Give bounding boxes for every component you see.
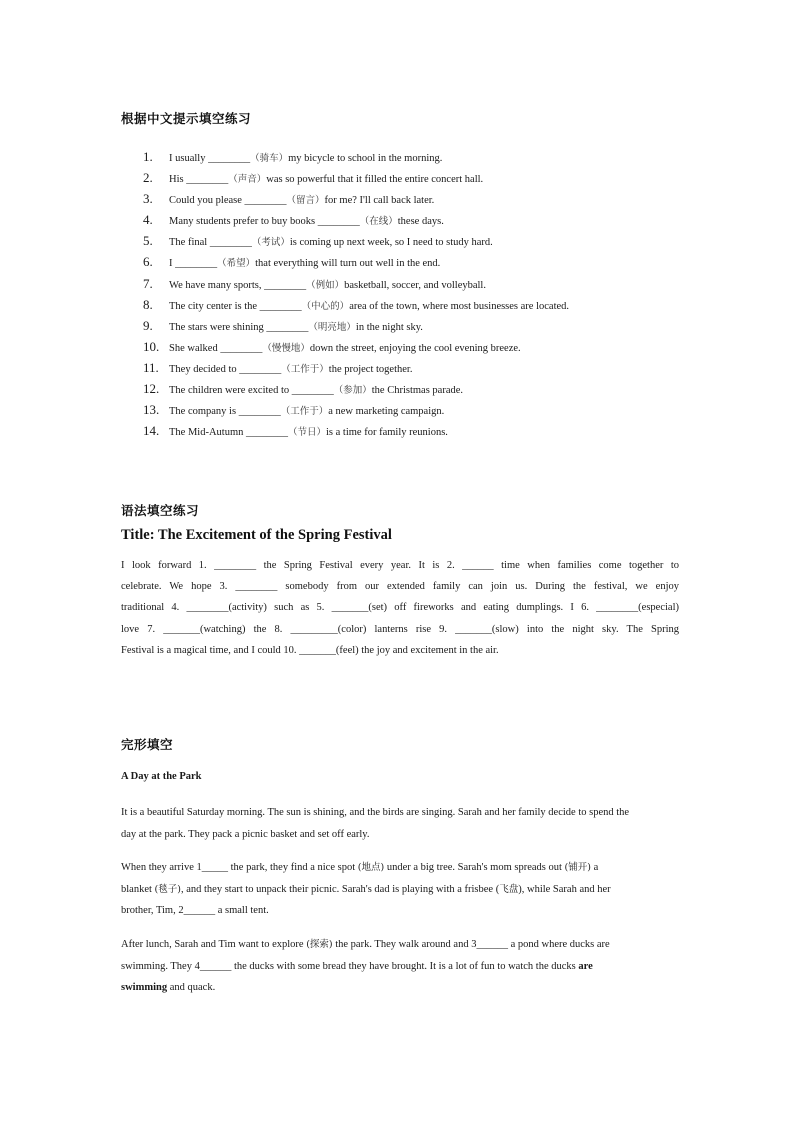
item-text: His ________ bbox=[169, 174, 229, 186]
section-heading-cloze: 完形填空 bbox=[121, 737, 174, 752]
exercise-item bbox=[143, 294, 703, 315]
item-text: The Mid-Autumn ________ bbox=[169, 427, 288, 439]
story-paragraph-2 bbox=[121, 857, 681, 922]
exercise-item bbox=[143, 357, 703, 378]
item-text: basketball, soccer, and volleyball. bbox=[344, 279, 486, 291]
item-text: They decided to ________ bbox=[169, 363, 282, 375]
item-text: The final ________ bbox=[169, 237, 252, 249]
item-text: the Christmas parade. bbox=[371, 385, 464, 397]
item-text: Many students prefer to buy books ________ bbox=[169, 216, 360, 228]
item-hint: （参加） bbox=[333, 385, 372, 397]
item-text: is coming up next week, so I need to study hard. bbox=[289, 237, 493, 249]
item-number: 1. bbox=[143, 149, 153, 164]
item-text: was so powerful that it filled the entire concert hall. bbox=[266, 174, 484, 186]
paragraph-line: When they arrive 1_____ the park, they find a nice spot (地点) under a big tree. Sarah's mom spreads out (铺开) a bbox=[121, 862, 599, 873]
exercise-item bbox=[143, 188, 703, 209]
item-number: 8. bbox=[143, 296, 153, 312]
paragraph-line: brother, Tim, 2______ a small tent. bbox=[121, 905, 269, 916]
exercise-item bbox=[143, 230, 703, 251]
item-hint: （工作于） bbox=[281, 363, 329, 375]
grammar-passage bbox=[121, 555, 679, 661]
item-hint: （希望） bbox=[217, 258, 256, 270]
item-text: that everything will turn out well in the end. bbox=[255, 258, 441, 270]
story-paragraph-1 bbox=[121, 802, 681, 845]
paragraph-line: swimming and quack. bbox=[121, 982, 216, 993]
exercise-item bbox=[143, 315, 703, 336]
item-hint: （明亮地） bbox=[308, 321, 356, 333]
item-number: 3. bbox=[143, 191, 153, 207]
item-text: my bicycle to school in the morning. bbox=[288, 153, 443, 164]
item-hint: （骑车） bbox=[250, 153, 289, 164]
exercise-list bbox=[143, 146, 703, 441]
section-heading-fill-by-chinese-hints: 根据中文提示填空练习 bbox=[121, 111, 252, 126]
item-text: the project together. bbox=[328, 363, 413, 375]
paragraph-line: day at the park. They pack a picnic basket and set off early. bbox=[121, 828, 370, 840]
item-hint: （节日） bbox=[288, 427, 327, 439]
item-text: for me? I'll call back later. bbox=[324, 195, 435, 207]
item-text: The children were excited to ________ bbox=[169, 385, 334, 397]
exercise-item bbox=[143, 399, 703, 420]
passage-line: I look forward 1. ________ the Spring Festival every year. It is 2. ______ time when families come together to bbox=[121, 560, 679, 571]
exercise-item bbox=[143, 273, 703, 294]
item-number: 12. bbox=[143, 381, 160, 397]
item-text: these days. bbox=[397, 216, 444, 228]
paragraph-line: blanket (毯子), and they start to unpack their picnic. Sarah's dad is playing with a frisbee (飞盘), while Sarah and her bbox=[121, 883, 611, 895]
item-hint: （例如） bbox=[306, 279, 345, 291]
exercise-item bbox=[143, 251, 703, 272]
item-text: The city center is the ________ bbox=[169, 300, 302, 312]
section-heading-grammar-fill: 语法填空练习 bbox=[121, 503, 200, 518]
item-number: 11. bbox=[143, 359, 159, 375]
paragraph-line: It is a beautiful Saturday morning. The sun is shining, and the birds are singing. Sarah and her family decide to spend the bbox=[121, 807, 630, 818]
item-text: I usually ________ bbox=[169, 153, 251, 164]
exercise-item bbox=[143, 420, 703, 441]
exercise-item bbox=[143, 336, 703, 357]
story-title: A Day at the Park bbox=[121, 771, 202, 782]
passage-title: Title: The Excitement of the Spring Festival bbox=[121, 527, 392, 543]
story-paragraph-3 bbox=[121, 934, 681, 999]
passage-line: love 7. _______(watching) the 8. _________(color) lanterns rise 9. _______(slow) into the night sky. The Spring bbox=[121, 623, 679, 635]
item-hint: （工作于） bbox=[280, 406, 329, 418]
exercise-item bbox=[143, 209, 703, 230]
passage-line: traditional 4. ________(activity) such as 5. _______(set) off fireworks and eating dumplings. I 6. ________(especial) bbox=[121, 602, 679, 614]
item-text: in the night sky. bbox=[355, 321, 423, 333]
item-text: We have many sports, ________ bbox=[169, 279, 307, 291]
item-number: 7. bbox=[143, 275, 153, 291]
exercise-item bbox=[143, 378, 703, 399]
item-text: a new marketing campaign. bbox=[328, 406, 445, 418]
exercise-item bbox=[143, 167, 703, 188]
exercise-item bbox=[143, 146, 703, 167]
item-text: The stars were shining ________ bbox=[169, 321, 309, 333]
item-hint: （留言） bbox=[286, 195, 325, 207]
paragraph-line: After lunch, Sarah and Tim want to explore (探索) the park. They walk around and 3______ a pond where ducks are bbox=[121, 939, 610, 950]
item-number: 10. bbox=[143, 338, 160, 354]
item-hint: （中心的） bbox=[301, 300, 350, 312]
item-hint: （在线） bbox=[359, 216, 398, 228]
item-text: is a time for family reunions. bbox=[326, 427, 448, 439]
item-text: She walked ________ bbox=[169, 342, 263, 354]
item-text: Could you please ________ bbox=[169, 195, 287, 207]
item-number: 2. bbox=[143, 170, 153, 186]
item-hint: （声音） bbox=[228, 174, 267, 186]
item-number: 14. bbox=[143, 423, 160, 439]
item-number: 9. bbox=[143, 317, 153, 333]
item-number: 5. bbox=[143, 233, 153, 249]
item-text: down the street, enjoying the cool evening breeze. bbox=[309, 342, 521, 354]
item-number: 13. bbox=[143, 402, 160, 418]
paragraph-line: swimming. They 4______ the ducks with some bread they have brought. It is a lot of fun to watch the ducks are bbox=[121, 960, 593, 972]
passage-line: Festival is a magical time, and I could 10. _______(feel) the joy and excitement in the air. bbox=[121, 644, 499, 656]
passage-line: celebrate. We hope 3. ________ somebody from our extended family can join us. During the festival, we enjoy bbox=[121, 581, 679, 593]
item-text: The company is ________ bbox=[169, 406, 281, 418]
item-number: 4. bbox=[143, 212, 153, 228]
item-number: 6. bbox=[143, 254, 153, 270]
item-text: I ________ bbox=[169, 258, 218, 270]
item-hint: （考试） bbox=[251, 237, 290, 249]
item-hint: （慢慢地） bbox=[262, 342, 310, 354]
item-text: area of the town, where most businesses are located. bbox=[349, 300, 570, 312]
